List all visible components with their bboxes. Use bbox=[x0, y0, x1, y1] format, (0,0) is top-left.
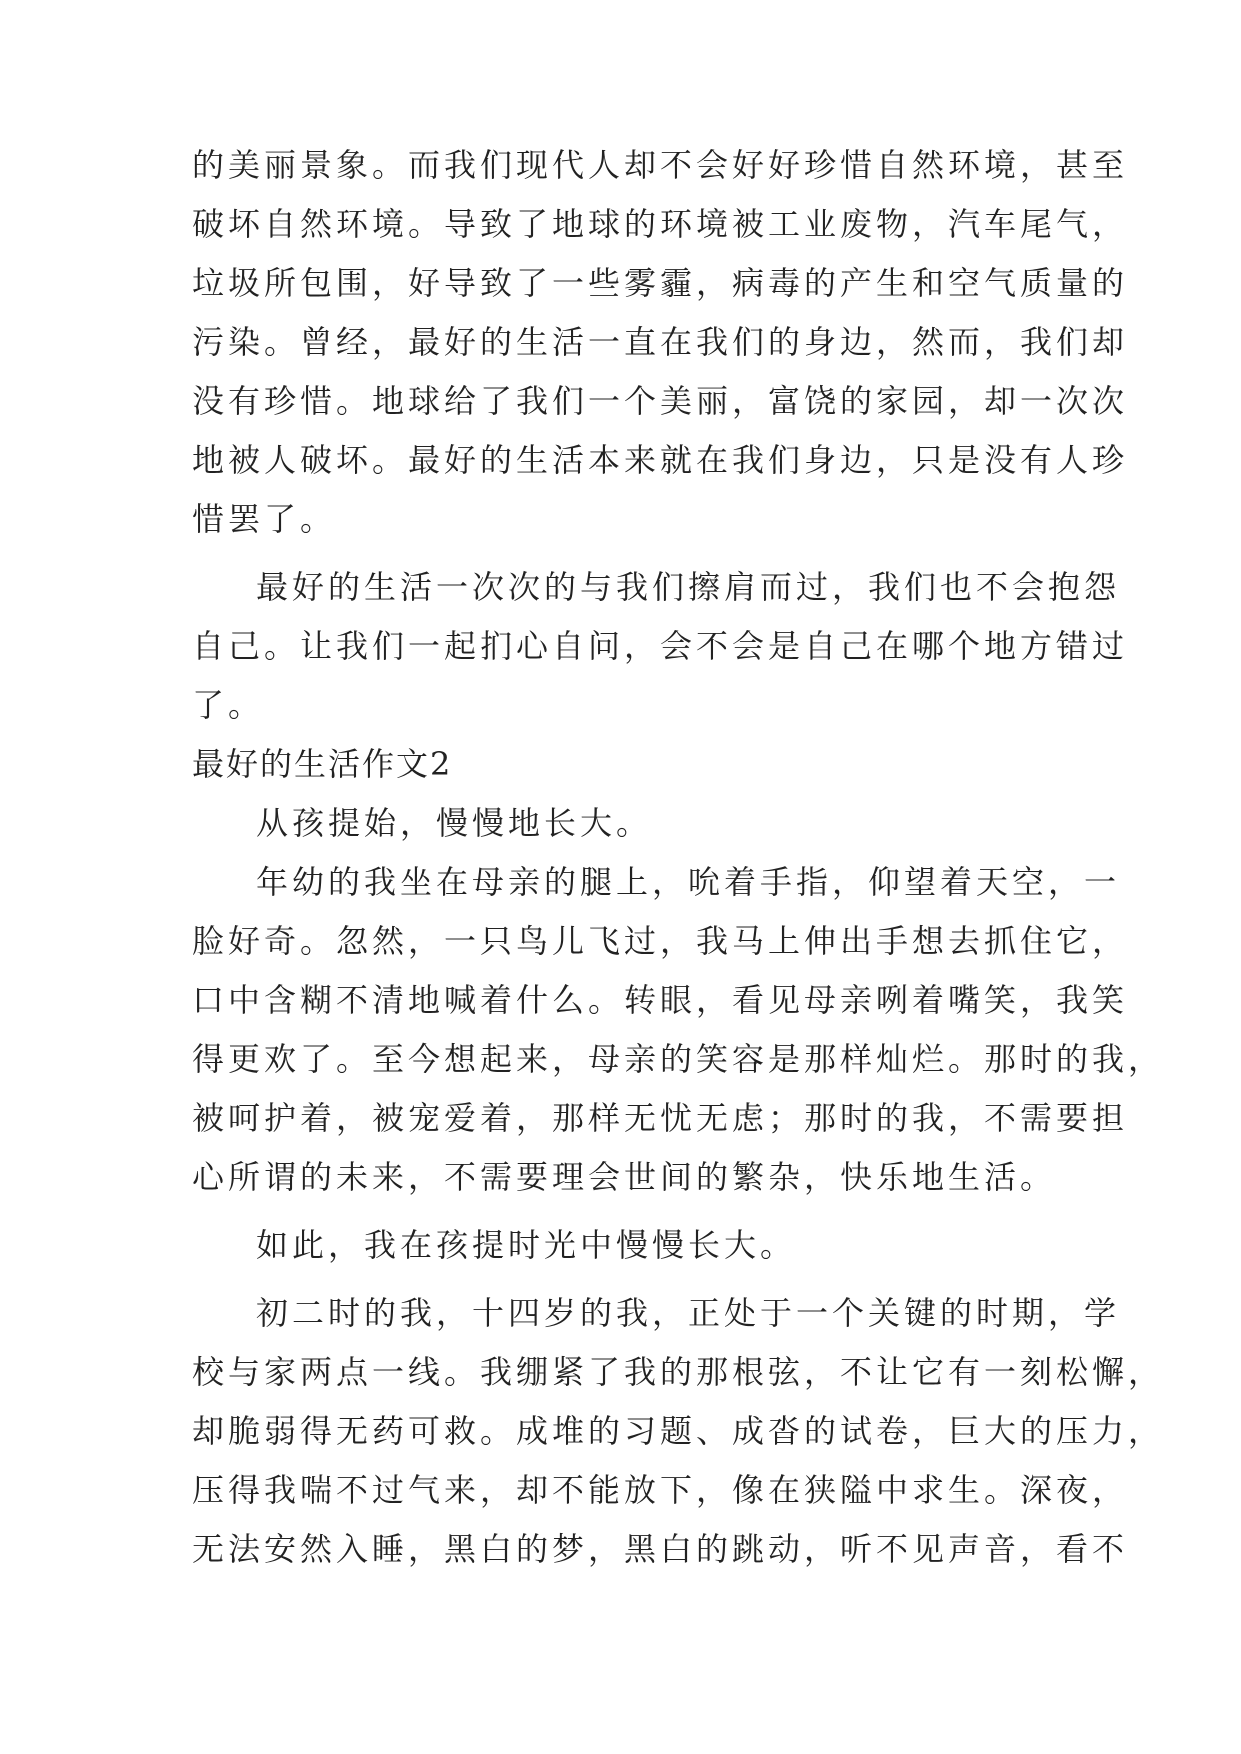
text-line: 地被人破坏。最好的生活本来就在我们身边，只是没有人珍 bbox=[192, 441, 1129, 479]
paragraph bbox=[192, 853, 1165, 1207]
text-line: 自己。让我们一起扪心自问，会不会是自己在哪个地方错过 bbox=[192, 627, 1129, 665]
paragraph bbox=[192, 1284, 1165, 1579]
text-line: 污染。曾经，最好的生活一直在我们的身边，然而，我们却 bbox=[192, 323, 1129, 361]
text-line: 垃圾所包围，好导致了一些雾霾，病毒的产生和空气质量的 bbox=[192, 264, 1129, 302]
document-page bbox=[192, 136, 1165, 1579]
section-heading: 最好的生活作文2 bbox=[192, 745, 453, 783]
text-line: 却脆弱得无药可救。成堆的习题、成沓的试卷，巨大的压力， bbox=[192, 1412, 1165, 1450]
text-line: 心所谓的未来，不需要理会世间的繁杂，快乐地生活。 bbox=[192, 1158, 1057, 1196]
text-line: 的美丽景象。而我们现代人却不会好好珍惜自然环境，甚至 bbox=[192, 146, 1129, 184]
text-line: 破坏自然环境。导致了地球的环境被工业废物，汽车尾气， bbox=[192, 205, 1129, 243]
text-line: 被呵护着，被宠爱着，那样无忧无虑；那时的我，不需要担 bbox=[192, 1099, 1129, 1137]
text-line: 脸好奇。忽然，一只鸟儿飞过，我马上伸出手想去抓住它， bbox=[192, 922, 1129, 960]
text-line: 得更欢了。至今想起来，母亲的笑容是那样灿烂。那时的我， bbox=[192, 1040, 1165, 1078]
text-line: 惜罢了。 bbox=[192, 500, 337, 538]
paragraph bbox=[192, 558, 1129, 735]
paragraph bbox=[192, 1216, 1052, 1275]
paragraph bbox=[192, 794, 1052, 853]
text-line: 从孩提始，慢慢地长大。 bbox=[256, 804, 653, 842]
text-line: 了。 bbox=[192, 686, 265, 724]
text-line: 校与家两点一线。我绷紧了我的那根弦，不让它有一刻松懈， bbox=[192, 1353, 1165, 1391]
text-line: 口中含糊不清地喊着什么。转眼，看见母亲咧着嘴笑，我笑 bbox=[192, 981, 1129, 1019]
text-line: 最好的生活一次次的与我们擦肩而过，我们也不会抱怨 bbox=[256, 568, 1121, 606]
text-line: 初二时的我，十四岁的我，正处于一个关键的时期，学 bbox=[256, 1294, 1121, 1332]
text-line: 压得我喘不过气来，却不能放下，像在狭隘中求生。深夜， bbox=[192, 1471, 1129, 1509]
text-line: 没有珍惜。地球给了我们一个美丽，富饶的家园，却一次次 bbox=[192, 382, 1129, 420]
text-line: 无法安然入睡，黑白的梦，黑白的跳动，听不见声音，看不 bbox=[192, 1530, 1129, 1568]
text-line: 年幼的我坐在母亲的腿上，吮着手指，仰望着天空，一 bbox=[256, 863, 1121, 901]
paragraph bbox=[192, 136, 1129, 549]
text-line: 如此，我在孩提时光中慢慢长大。 bbox=[256, 1226, 797, 1264]
